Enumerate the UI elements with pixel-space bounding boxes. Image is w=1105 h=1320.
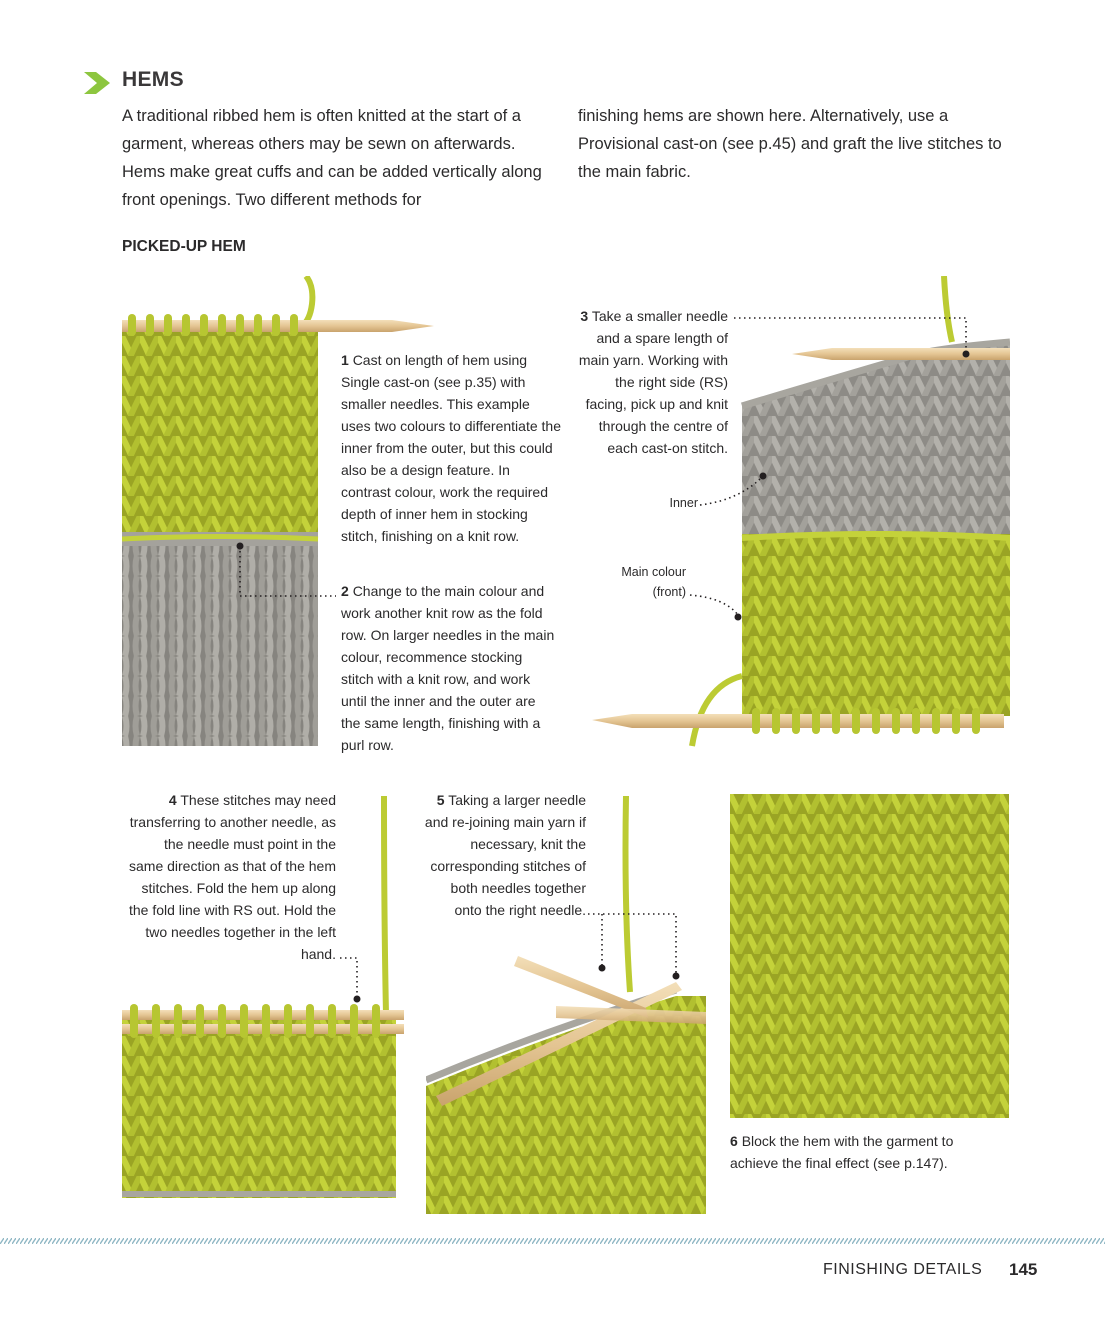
step-3-caption [572,305,728,459]
step-4-number: 4 [168,792,177,808]
step-4-caption [128,789,336,965]
section-title: HEMS [122,68,184,91]
step-5-number: 5 [436,792,445,808]
chevron-right-icon [84,72,110,94]
step-3-number: 3 [580,308,589,324]
step-4-text: These stitches may need transferring to another needle, as the needle must point in the same direction as that of the hem stitches. Fold the hem up along the fold line with RS out. Hold the two needles together in the left hand. [128,792,336,962]
photo-step-6 [730,794,1009,1118]
intro-text-column-1: A traditional ribbed hem is often knitted at the start of a garment, whereas others may be sewn on afterwards. Hems make great cuffs and can be added vertically along front openings. Two different methods for [122,107,542,209]
step-2-text: Change to the main colour and work another knit row as the fold row. On larger needles in the main colour, recommence stocking stitch with a knit row, and work until the inner and the outer are the same length, finishing with a purl row. [341,583,555,753]
step-5-text: Taking a larger needle and re-joining main yarn if necessary, knit the corresponding stitches of both needles together onto the right needle. [424,792,586,918]
page-number: 145 [1009,1260,1038,1279]
footer-rule [0,1238,1105,1244]
step-6-number: 6 [730,1133,738,1149]
step-6-text: Block the hem with the garment to achieve the final effect (see p.147). [730,1133,954,1171]
label-inner: Inner [669,496,698,510]
step-2-caption [341,580,555,756]
step-1-text: Cast on length of hem using Single cast-on (see p.35) with smaller needles. This example uses two colours to differentiate the inner from the outer, but this could also be a design feature. In contrast colour, work the required depth of inner hem in stocking stitch, finishing on a knit row. [341,352,561,544]
step-3-text: Take a smaller needle and a spare length of main yarn. Working with the right side (RS) facing, pick up and knit through the centre of each cast-on stitch. [578,308,728,456]
intro-text-column-2: finishing hems are shown here. Alternatively, use a Provisional cast-on (see p.45) and graft the live stitches to the main fabric. [578,107,1002,181]
label-front: (front) [652,585,686,599]
step-6-caption [730,1130,990,1174]
step-1-caption [341,349,561,547]
subsection-title: PICKED-UP HEM [122,238,246,255]
footer-section-name: FINISHING DETAILS [823,1261,983,1278]
step-5-caption [420,789,586,921]
label-main-colour: Main colour [621,565,686,579]
step-2-number: 2 [341,583,349,599]
step-1-number: 1 [341,352,349,368]
